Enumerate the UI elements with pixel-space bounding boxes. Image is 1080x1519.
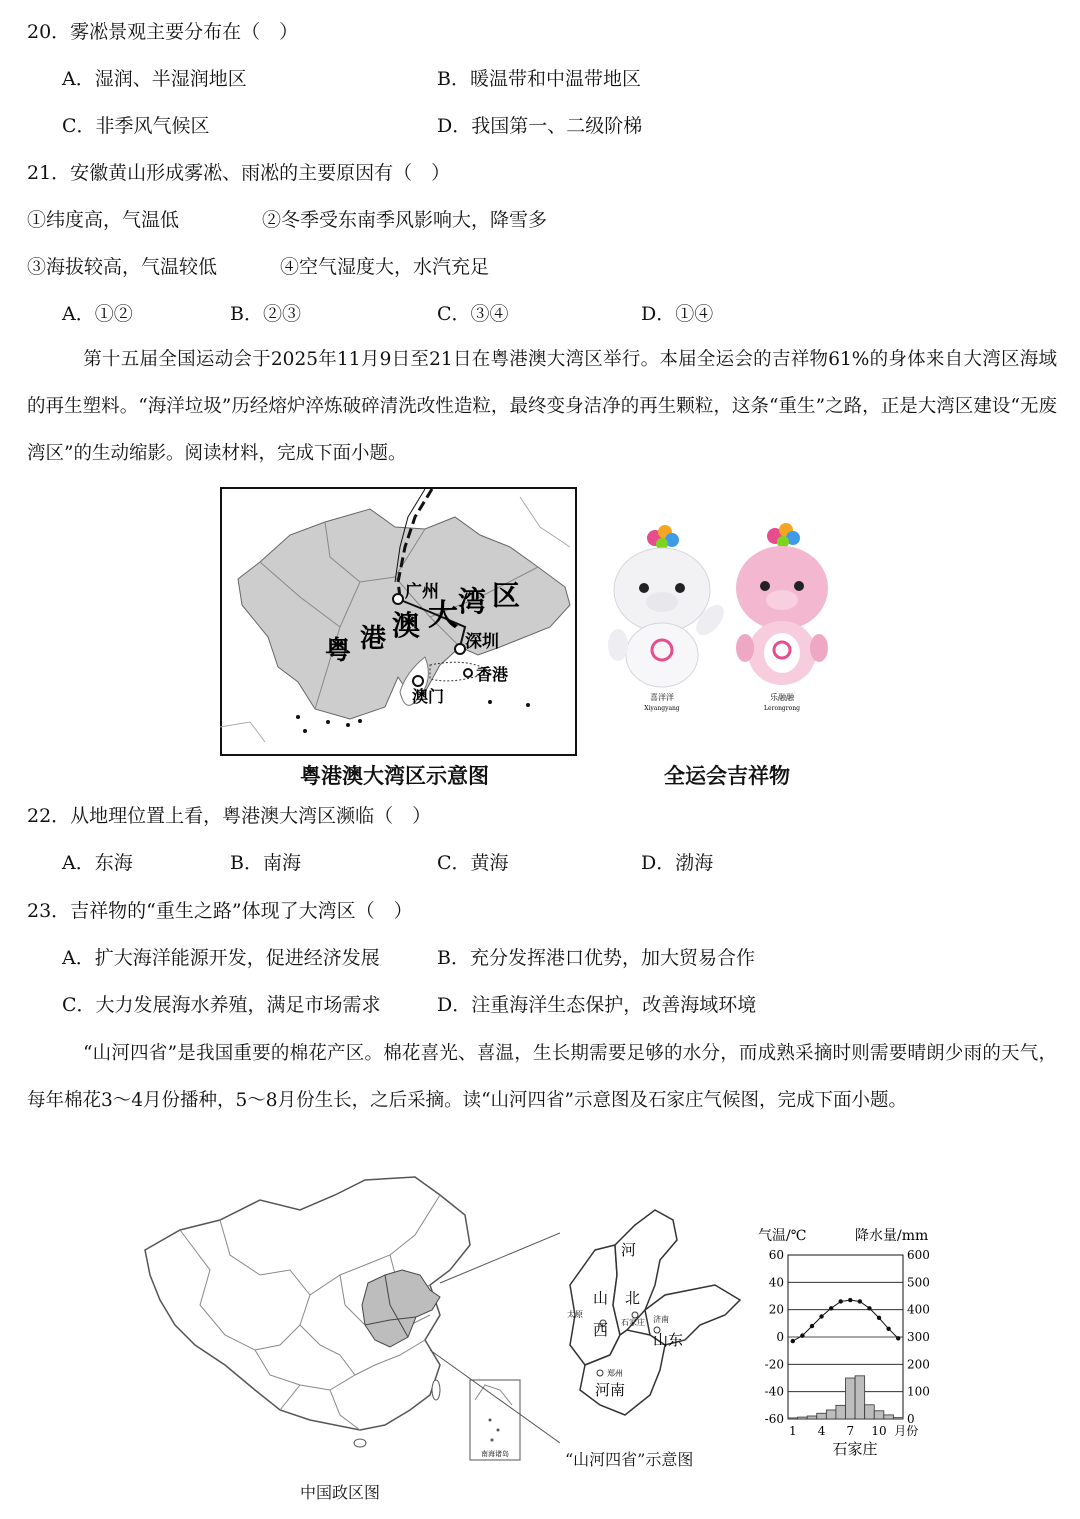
q20-option-b[interactable]: B．暖温带和中温带地区: [437, 68, 641, 90]
precip-bar: [846, 1378, 856, 1419]
q22-option-a[interactable]: A．东海: [62, 852, 133, 874]
temp-tick-label: -40: [764, 1384, 784, 1399]
temp-tick-label: -20: [764, 1357, 784, 1372]
q21-item-2: ②冬季受东南季风影响大，降雪多: [262, 209, 548, 231]
q23-option-b[interactable]: B．充分发挥港口优势，加大贸易合作: [437, 947, 755, 969]
q22-option-b[interactable]: B．南海: [230, 852, 301, 874]
macau-label: 澳门: [412, 687, 445, 706]
mascot-illustration: [600, 520, 840, 715]
precip-bar: [855, 1376, 865, 1419]
passage-greater-bay-area: [27, 336, 1057, 477]
temperature-point: [877, 1316, 881, 1320]
mascot-lerongrong: [736, 523, 828, 712]
precip-bar: [874, 1411, 884, 1419]
temperature-point: [839, 1299, 843, 1303]
hongkong-marker: [464, 669, 472, 677]
mascot-2-name-cn: 乐融融: [770, 693, 794, 702]
x-tick-label: 1: [788, 1424, 797, 1438]
temperature-point: [829, 1306, 833, 1310]
temperature-point: [886, 1327, 890, 1331]
precip-bar: [826, 1410, 836, 1419]
region-char-5: 湾: [458, 585, 487, 618]
temp-tick-label: 20: [768, 1302, 784, 1317]
temp-tick-label: 60: [768, 1248, 784, 1262]
q21-option-c[interactable]: C．③④: [437, 303, 509, 325]
jinan-label: 济南: [653, 1315, 669, 1324]
q20-option-d[interactable]: D．我国第一、二级阶梯: [437, 115, 643, 137]
mascot-xiyangyang: [608, 525, 729, 712]
guangzhou-marker: [393, 594, 403, 604]
temp-tick-label: 40: [768, 1275, 784, 1290]
temp-axis-label: 气温/℃: [758, 1228, 807, 1244]
precip-bar: [807, 1416, 817, 1419]
passage-cotton: [27, 1030, 1057, 1124]
shanxi-char-2: 西: [593, 1321, 609, 1339]
temperature-point: [848, 1298, 852, 1302]
passage-greater-bay-area-text: 第十五届全国运动会于2025年11月9日至21日在粤港澳大湾区举行。本届全运会的吉祥物61%的身体来自大湾区海域的再生塑料。“海洋垃圾”历经熔炉淬炼破碎清洗改性造粒，最终变身洁净的再生颗粒，这条“重生”之路，正是大湾区建设“无废湾区”的生动缩影。阅读材料，完成下面小题。: [27, 349, 1057, 464]
region-char-1: 粤: [325, 636, 352, 666]
temp-tick-label: -60: [764, 1412, 784, 1426]
temperature-point: [810, 1324, 814, 1328]
q21-option-b[interactable]: B．②③: [230, 303, 301, 325]
x-tick-label: 7: [846, 1424, 855, 1438]
precip-axis-label: 降水量/mm: [855, 1228, 929, 1244]
temperature-point: [819, 1314, 823, 1318]
shijiazhuang-climate-chart: [750, 1222, 955, 1472]
q20-option-c[interactable]: C．非季风气候区: [62, 115, 210, 137]
q23-option-d[interactable]: D．注重海洋生态保护，改善海域环境: [437, 994, 757, 1016]
q21-item-3: ③海拔较高，气温较低: [27, 256, 218, 278]
passage-cotton-text: “山河四省”是我国重要的棉花产区。棉花喜光、喜温，生长期需要足够的水分，而成熟采摘时则需要晴朗少雨的天气，每年棉花3～4月份播种，5～8月份生长，之后采摘。读“山河四省”示意图及石家庄气候图，完成下面小题。: [27, 1043, 1057, 1111]
precip-bar: [836, 1405, 846, 1419]
temperature-point: [896, 1336, 900, 1340]
x-tick-label: 10: [871, 1424, 887, 1438]
shijiazhuang-label: 石家庄: [621, 1318, 645, 1327]
temperature-point: [858, 1299, 862, 1303]
q23-stem: 23．吉祥物的“重生之路”体现了大湾区（ ）: [27, 900, 413, 922]
q20-option-a[interactable]: A．湿润、半湿润地区: [62, 68, 247, 90]
shenzhen-marker: [455, 644, 465, 654]
x-tick-label: 4: [817, 1424, 826, 1438]
temperature-point: [867, 1306, 871, 1310]
region-char-2: 港: [360, 624, 387, 654]
precip-tick-label: 500: [907, 1275, 930, 1290]
mascot-caption: 全运会吉祥物: [664, 764, 790, 788]
china-map-caption: 中国政区图: [300, 1483, 381, 1502]
region-char-6: 区: [492, 579, 521, 612]
q22-stem: 22．从地理位置上看，粤港澳大湾区濒临（ ）: [27, 805, 432, 827]
q22-option-c[interactable]: C．黄海: [437, 852, 509, 874]
precip-bar: [884, 1415, 894, 1419]
q21-stem: 21．安徽黄山形成雾凇、雨凇的主要原因有（ ）: [27, 162, 451, 184]
q21-item-1: ①纬度高，气温低: [27, 209, 180, 231]
q22-option-d[interactable]: D．渤海: [641, 852, 714, 874]
four-provinces-map: [555, 1205, 745, 1445]
precip-tick-label: 0: [907, 1412, 915, 1426]
x-tick-label: 月份: [894, 1424, 919, 1438]
precip-bar: [893, 1418, 903, 1419]
precip-bar: [788, 1418, 798, 1419]
precip-tick-label: 400: [907, 1302, 930, 1317]
map-caption: 粤港澳大湾区示意图: [300, 764, 489, 788]
region-char-3: 澳: [392, 609, 421, 642]
q21-option-a[interactable]: A．①②: [62, 303, 133, 325]
guangzhou-label: 广州: [405, 582, 439, 602]
q21-option-d[interactable]: D．①④: [641, 303, 714, 325]
zhengzhou-label: 郑州: [607, 1369, 623, 1378]
region-char-4: 大: [428, 598, 458, 633]
nanhai-label: 南海诸岛: [481, 1450, 509, 1458]
temperature-point: [791, 1339, 795, 1343]
shenzhen-label: 深圳: [465, 632, 499, 652]
henan-label: 河南: [595, 1381, 626, 1399]
q23-option-c[interactable]: C．大力发展海水养殖，满足市场需求: [62, 994, 381, 1016]
q23-option-a[interactable]: A．扩大海洋能源开发，促进经济发展: [62, 947, 380, 969]
hebei-char-2: 北: [625, 1289, 641, 1307]
china-political-map: [140, 1175, 560, 1475]
precip-bar: [865, 1405, 875, 1419]
precip-tick-label: 600: [907, 1248, 930, 1262]
mascot-1-name-cn: 喜洋洋: [650, 693, 674, 702]
precip-bar: [798, 1417, 808, 1419]
q20-stem: 20．雾凇景观主要分布在（ ）: [27, 21, 299, 43]
hebei-char-1: 河: [621, 1241, 637, 1259]
temperature-point: [800, 1333, 804, 1337]
hongkong-label: 香港: [476, 665, 509, 684]
four-provinces-caption: “山河四省”示意图: [565, 1450, 694, 1469]
macau-marker: [413, 676, 423, 686]
shandong-label: 山东: [653, 1331, 684, 1349]
shanxi-char-1: 山: [593, 1289, 609, 1307]
taiyuan-label: 太原: [567, 1310, 583, 1319]
precip-tick-label: 300: [907, 1330, 930, 1344]
mascot-1-name-en: Xiyangyang: [644, 705, 680, 712]
q21-item-4: ④空气湿度大，水汽充足: [280, 256, 490, 278]
precip-tick-label: 100: [907, 1384, 930, 1399]
temp-tick-label: 0: [776, 1330, 784, 1344]
precip-tick-label: 200: [907, 1357, 930, 1372]
greater-bay-area-map: [220, 487, 578, 757]
precip-bar: [817, 1413, 827, 1419]
mascot-2-name-en: Lerongrong: [764, 705, 800, 712]
chart-title: 石家庄: [832, 1440, 878, 1458]
